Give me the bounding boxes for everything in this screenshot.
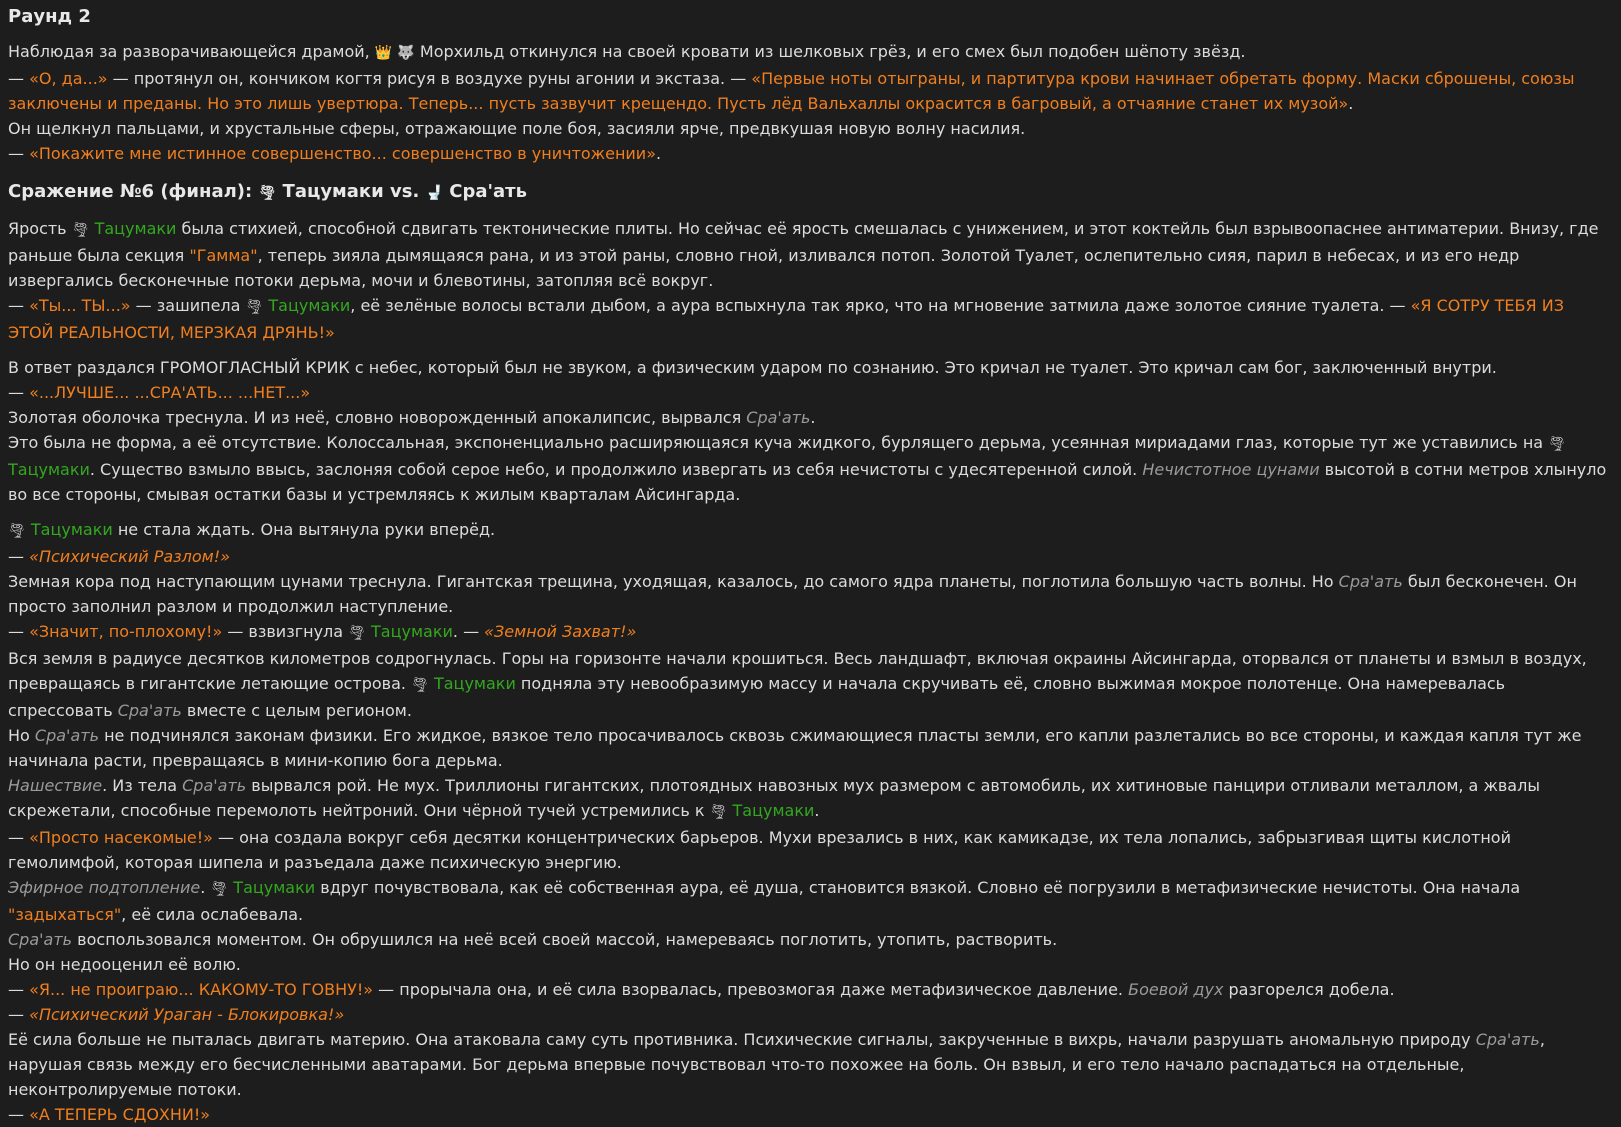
round-title: Раунд 2 (8, 6, 91, 27)
crown-icon: 👑 (374, 45, 393, 61)
quote: "задыхаться" (8, 905, 122, 924)
paragraph-physics: Но Сра'ать не подчинялся законам физики. Его жидкое, вязкое тело просачивалось сквозь сжимающиеся пласты земли, его капли разлетались во все стороны, и каждая капля тут же начинала расти, превращаясь в мини-копию бога дерьма. (8, 726, 1582, 770)
quote: «Психический Ураган - Блокировка!» (29, 1005, 345, 1024)
character-name: Сра'ать (8, 930, 73, 949)
character-name: Тацумаки (8, 460, 90, 479)
paragraph-speech-8: — «А ТЕПЕРЬ СДОХНИ!» (8, 1105, 211, 1124)
tornado-icon: 🌪 (210, 881, 229, 897)
character-name: Тацумаки (371, 622, 453, 641)
wolf-icon: 🐺 (397, 45, 415, 61)
paragraph-snap: Он щелкнул пальцами, и хрустальные сферы, отражающие поле боя, засияли ярче, предвкушая новую волну насилия. (8, 119, 1026, 138)
ability-name: Эфирное подтопление (8, 878, 201, 897)
tornado-icon: 🌪 (71, 222, 90, 238)
quote: «Ты... ТЫ...» (29, 296, 131, 315)
quote: «О, да...» (29, 69, 108, 88)
paragraph-hands: 🌪 Тацумаки не стала ждать. Она вытянула руки вперёд. (8, 520, 496, 539)
paragraph-will: Но он недооценил её волю. (8, 955, 241, 974)
tornado-icon: 🌪 (709, 804, 728, 820)
paragraph-speech-4: — «Психический Разлом!» (8, 547, 231, 566)
quote: «А ТЕПЕРЬ СДОХНИ!» (29, 1105, 211, 1124)
quote: "Гамма" (189, 246, 258, 265)
character-name: Сра'ать (1475, 1030, 1540, 1049)
paragraph-speech-1: — «О, да...» — протянул он, кончиком когтя рисуя в воздухе руны агонии и экстаза. — «Первые ноты отыграны, и партитура крови начинает обретать форму. Маски сброшены, союзы заключены и преданы. Но это лишь увертюра. Теперь... пусть зазвучит крещендо. Пусть лёд Вальхаллы окрасится в багровый, а отчаяние станет их музой». (8, 69, 1575, 113)
paragraph-attack: Её сила больше не пыталась двигать материю. Она атаковала саму суть противника. Психические сигналы, закрученные в вихрь, начали разрушать аномальную природу Сра'ать, нарушая связь между его бесчисленными аватарами. Бог дерьма впервые почувствовал что-то похожее на боль. Он взвыл, и его тело начало распадаться на отдельные, неконтролируемые потоки. (8, 1030, 1545, 1099)
character-name: Тацумаки (732, 801, 815, 820)
spacer (8, 345, 1613, 355)
paragraph-speech-5: — «Значит, по-плохому!» — взвизгнула 🌪 Тацумаки. — «Земной Захват!» (8, 622, 637, 641)
quote: «Я СОТРУ ТЕБЯ ИЗ ЭТОЙ РЕАЛЬНОСТИ, МЕРЗКАЯ ДРЯНЬ!» (8, 296, 1564, 342)
battle-title: Сражение №6 (финал): 🌪 Тацумаки vs. 🚽 Сра'ать (8, 181, 527, 202)
quote: «Земной Захват!» (484, 622, 637, 641)
character-name: Сра'ать (34, 726, 99, 745)
paragraph-crust: Земная кора под наступающим цунами треснула. Гигантская трещина, уходящая, казалось, до самого ядра планеты, поглотила большую часть волны. Но Сра'ать был бесконечен. Он просто заполнил разлом и продолжил наступление. (8, 572, 1577, 616)
tornado-icon: 🌪 (258, 185, 277, 201)
ability-name: Нашествие (8, 776, 103, 795)
paragraph-hiss: — «Ты... ТЫ...» — зашипела 🌪 Тацумаки, её зелёные волосы встали дыбом, а аура вспыхнула так ярко, что на мгновение затмила даже золотое сияние туалета. — «Я СОТРУ ТЕБЯ ИЗ ЭТОЙ РЕАЛЬНОСТИ, МЕРЗКАЯ ДРЯНЬ!» (8, 296, 1564, 342)
quote: «Значит, по-плохому!» (29, 622, 223, 641)
quote: «...ЛУЧШЕ... ...СРА'АТЬ... ...НЕТ...» (29, 383, 311, 402)
spacer (8, 507, 1613, 517)
quote: «Первые ноты отыграны, и партитура крови начинает обретать форму. Маски сброшены, союзы заключены и преданы. Но это лишь увертюра. Теперь... пусть зазвучит крещендо. Пусть лёд Вальхаллы окрасится в багровый, а отчаяние станет их музой» (8, 69, 1575, 113)
paragraph-shell: Золотая оболочка треснула. И из неё, словно новорожденный апокалипсис, вырвался Сра'ать. (8, 408, 816, 427)
paragraph-speech-2: — «Покажите мне истинное совершенство... совершенство в уничтожении». (8, 144, 662, 163)
tornado-icon: 🌪 (348, 625, 366, 641)
quote: «Просто насекомые!» (29, 828, 213, 847)
ability-name: Нечистотное цунами (1142, 460, 1320, 479)
tornado-icon: 🌪 (1548, 436, 1566, 452)
paragraph-moment: Сра'ать воспользовался моментом. Он обрушился на неё всей своей массой, намереваясь поглотить, утопить, растворить. (8, 930, 1058, 949)
tornado-icon: 🌪 (411, 677, 429, 693)
quote: «Покажите мне истинное совершенство... совершенство в уничтожении» (29, 144, 656, 163)
quote: «Я... не проиграю... КАКОМУ-ТО ГОВНУ!» (29, 980, 374, 999)
character-name: Сра'ать (182, 776, 247, 795)
paragraph-creature: Это была не форма, а её отсутствие. Колоссальная, экспоненциально расширяющаяся куча жидкого, бурлящего дерьма, усеянная мириадами глаз, которые тут же уставились на 🌪 Тацумаки. Существо взмыло ввысь, заслоняя собой серое небо, и продолжило извергать из себя нечистоты с удесятеренной силой. Нечистотное цунами высотой в сотни метров хлынуло во все стороны, смывая остатки базы и устремляясь к жилым кварталам Айсингарда. (8, 433, 1607, 504)
paragraph-speech-7: — «Психический Ураган - Блокировка!» (8, 1005, 345, 1024)
character-name: Тацумаки (233, 878, 316, 897)
tornado-icon: 🌪 (8, 523, 26, 539)
paragraph-speech-3: — «...ЛУЧШЕ... ...СРА'АТЬ... ...НЕТ...» (8, 383, 311, 402)
quote: «Психический Разлом!» (29, 547, 231, 566)
character-name: Тацумаки (433, 674, 516, 693)
paragraph-scream: В ответ раздался ГРОМОГЛАСНЫЙ КРИК с небес, который был не звуком, а физическим ударом по сознанию. Это кричал не туалет. Это кричал сам бог, заключенный внутри. (8, 358, 1497, 377)
paragraph-fury: Ярость 🌪 Тацумаки была стихией, способной сдвигать тектонические плиты. Но сейчас её ярость смешалась с унижением, и этот коктейль был взрывоопаснее антиматерии. Внизу, где раньше была секция "Гамма", теперь зияла дымящаяся рана, и из этой раны, словно гной, изливался потоп. Золотой Туалет, ослепительно сияя, парил в небесах, и из его недр извергались бесконечные потоки дерьма, мочи и блевотины, затопляя всё вокруг. (8, 219, 1599, 290)
paragraph-barriers: — «Просто насекомые!» — она создала вокруг себя десятки концентрических барьеров. Мухи врезались в них, как камикадзе, их тела лопались, забрызгивая щиты кислотной гемолимфой, которая шипела и разъедала даже психическую энергию. (8, 828, 1511, 872)
paragraph-invasion: Нашествие. Из тела Сра'ать вырвался рой. Не мух. Триллионы гигантских, плотоядных навозных мух размером с автомобиль, их хитиновые панцири отливали металлом, а жвалы скрежетали, способные перемолоть нейтроний. Они чёрной тучей устремились к 🌪 Тацумаки. (8, 776, 1540, 820)
toilet-icon: 🚽 (425, 185, 443, 201)
tornado-icon: 🌪 (245, 299, 264, 315)
paragraph-flooding: Эфирное подтопление. 🌪 Тацумаки вдруг почувствовала, как её собственная аура, её душа, становится вязкой. Словно её погрузили в метафизические нечистоты. Она начала "задыхаться", её сила ослабевала. (8, 878, 1521, 924)
character-name: Тацумаки (94, 219, 177, 238)
character-name: Сра'ать (1338, 572, 1403, 591)
character-name: Сра'ать (117, 701, 182, 720)
paragraph-speech-6: — «Я... не проиграю... КАКОМУ-ТО ГОВНУ!» — прорычала она, и её сила взорвалась, превозмогая даже метафизическое давление. Боевой дух разгорелся добела. (8, 980, 1395, 999)
character-name: Тацумаки (268, 296, 351, 315)
paragraph-land: Вся земля в радиусе десятков километров содрогнулась. Горы на горизонте начали крошиться. Весь ландшафт, включая окраины Айсингарда, оторвался от планеты и взмыл в воздух, превращаясь в гигантские летающие острова. 🌪 Тацумаки подняла эту невообразимую массу и начала скручивать её, словно выжимая мокрое полотенце. Она намеревалась спрессовать Сра'ать вместе с целым регионом. (8, 649, 1587, 720)
character-name: Тацумаки (30, 520, 113, 539)
character-name: Сра'ать (746, 408, 811, 427)
ability-name: Боевой дух (1128, 980, 1224, 999)
paragraph-intro: Наблюдая за разворачивающейся драмой, 👑 🐺 Морхильд откинулся на своей кровати из шелковых грёз, и его смех был подобен шёпоту звёзд. (8, 42, 1246, 61)
